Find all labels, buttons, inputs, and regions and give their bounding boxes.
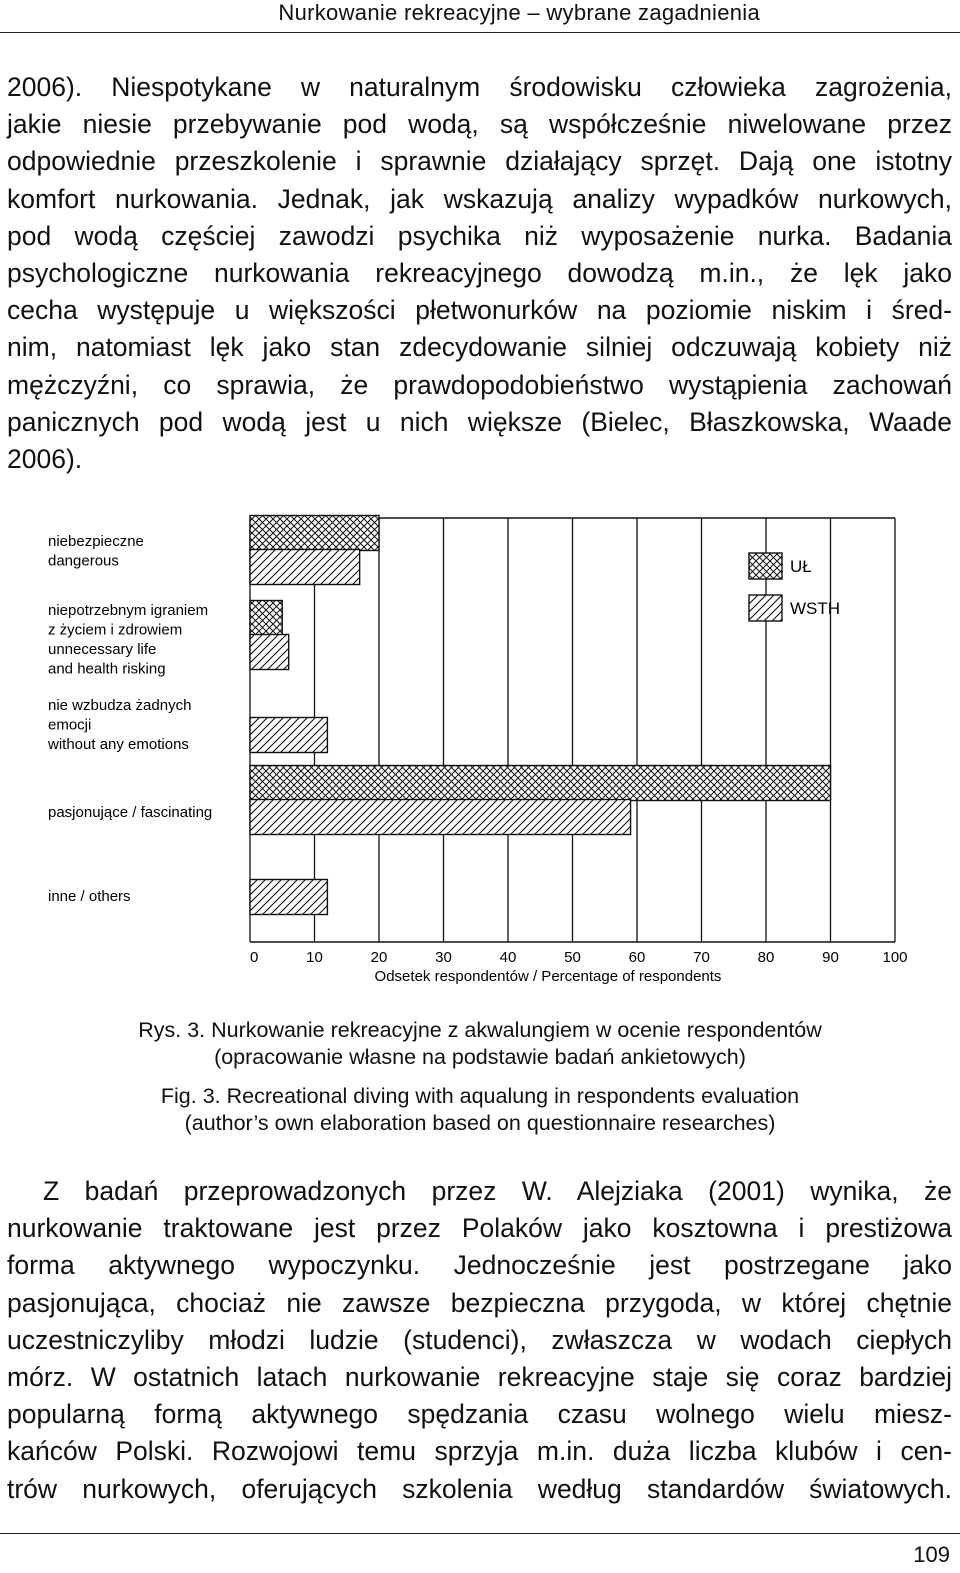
paragraph-1 [7,69,952,478]
category-label: nie wzbudza żadnych [48,697,192,714]
bar-wsth-3 [250,800,631,835]
legend [749,553,840,621]
paragraph-line: 2006). [7,443,83,474]
legend-label: WSTH [790,599,841,618]
paragraph-line: nim, natomiast lęk jako stan zdecydowanie silniej odczuwają kobiety niż [7,332,952,363]
x-tick-label: 70 [693,949,710,966]
paragraph-line: popularną formą aktywnego spędzania czasu wolnego wielu miesz- [7,1399,952,1430]
bar-chart [0,505,960,1005]
x-tick-label: 100 [882,949,908,966]
x-tick-label: 50 [564,949,581,966]
paragraph-line: cecha występuje u większości płetwonurków na poziomie niskim i śred- [7,295,952,326]
x-tick-label: 0 [250,949,259,966]
paragraph-line: uczestniczyliby młodzi ludzie (studenci), zwłaszcza w wodach ciepłych [7,1324,952,1355]
paragraph-line: Z badań przeprowadzonych przez W. Alejziaka (2001) wynika, że [43,1176,952,1206]
bar-uł-0 [250,516,379,551]
x-axis-label: Odsetek respondentów / Percentage of respondents [374,968,722,985]
paragraph-line: odpowiednie przeszkolenie i sprawnie działający sprzęt. Dają one istotny [7,146,952,177]
bar-uł-1 [250,601,282,636]
paragraph-line: 2006). Niespotykane w naturalnym środowisku człowieka zagrożenia, [7,72,952,102]
paragraph-2 [7,1173,952,1508]
category-label: unnecessary life [48,641,157,658]
legend-label: UŁ [790,557,812,576]
x-tick-label: 10 [306,949,323,966]
category-labels [47,533,212,905]
bars [250,516,831,915]
category-label: and health risking [48,660,166,678]
paragraph-line: nurkowanie traktowane jest przez Polaków jako kosztowna i prestiżowa [7,1213,952,1244]
x-tick-label: 80 [757,949,775,966]
x-tick-label: 20 [370,949,388,966]
paragraph-line: pod wodą częściej zawodzi psychika niż wyposażenie nurka. Badania [7,220,952,251]
figure-caption-english [0,1083,960,1137]
x-tick-label: 90 [822,949,839,966]
paragraph-line: kańców Polski. Rozwojowi temu sprzyja m.in. duża liczba klubów i cen- [7,1436,952,1467]
caption-line: (opracowanie własne na podstawie badań ankietowych) [214,1045,746,1069]
running-title: Nurkowanie rekreacyjne – wybrane zagadnienia [278,0,760,25]
category-label: niepotrzebnym igraniem [48,602,209,619]
paragraph-line: panicznych pod wodą jest u nich większe (Bielec, Błaszkowska, Waade [7,406,952,437]
x-tick-label: 30 [435,949,452,966]
bar-wsth-4 [250,880,327,915]
footer-rule [0,1533,960,1534]
paragraph-line: jakie niesie przebywanie pod wodą, są współcześnie niwelowane przez [7,109,952,140]
caption-line: Rys. 3. Nurkowanie rekreacyjne z akwalungiem w ocenie respondentów [138,1018,822,1042]
category-label: dangerous [48,552,119,570]
x-axis-ticks [250,949,908,966]
bar-uł-3 [250,766,831,801]
category-label: emocji [48,716,92,734]
bar-wsth-0 [250,550,360,585]
paragraph-line: trów nurkowych, oferujących szkolenia według standardów światowych. [7,1473,952,1504]
category-label: inne / others [48,888,131,905]
category-label: niebezpieczne [48,533,144,550]
page-number: 109 [913,1542,950,1567]
paragraph-line: mórz. W ostatnich latach nurkowanie rekreacyjne staje się coraz bardziej [7,1361,952,1392]
legend-swatch [749,595,782,621]
paragraph-line: pasjonująca, chociaż nie zawsze bezpieczna przygoda, w której chętnie [7,1287,952,1318]
caption-line: (author’s own elaboration based on questionnaire researches) [184,1111,776,1135]
category-label: z życiem i zdrowiem [48,621,183,639]
category-label: pasjonujące / fascinating [48,804,213,821]
caption-line: Fig. 3. Recreational diving with aqualung in respondents evaluation [160,1084,800,1108]
paragraph-line: psychologiczne nurkowania rekreacyjnego dowodzą m.in., że lęk jako [7,257,952,288]
running-header [0,0,960,33]
bar-wsth-2 [250,718,327,753]
paragraph-line: mężczyźni, co sprawia, że prawdopodobieństwo wystąpienia zachowań [7,369,952,400]
category-label: without any emotions [48,736,189,753]
legend-swatch [749,553,782,579]
paragraph-line: forma aktywnego wypoczynku. Jednocześnie jest postrzegane jako [7,1250,952,1281]
x-tick-label: 60 [628,949,646,966]
bar-wsth-1 [250,635,289,670]
figure-caption-polish [0,1017,960,1071]
x-tick-label: 40 [499,949,517,966]
paragraph-line: komfort nurkowania. Jednak, jak wskazują analizy wypadków nurkowych, [7,183,952,214]
